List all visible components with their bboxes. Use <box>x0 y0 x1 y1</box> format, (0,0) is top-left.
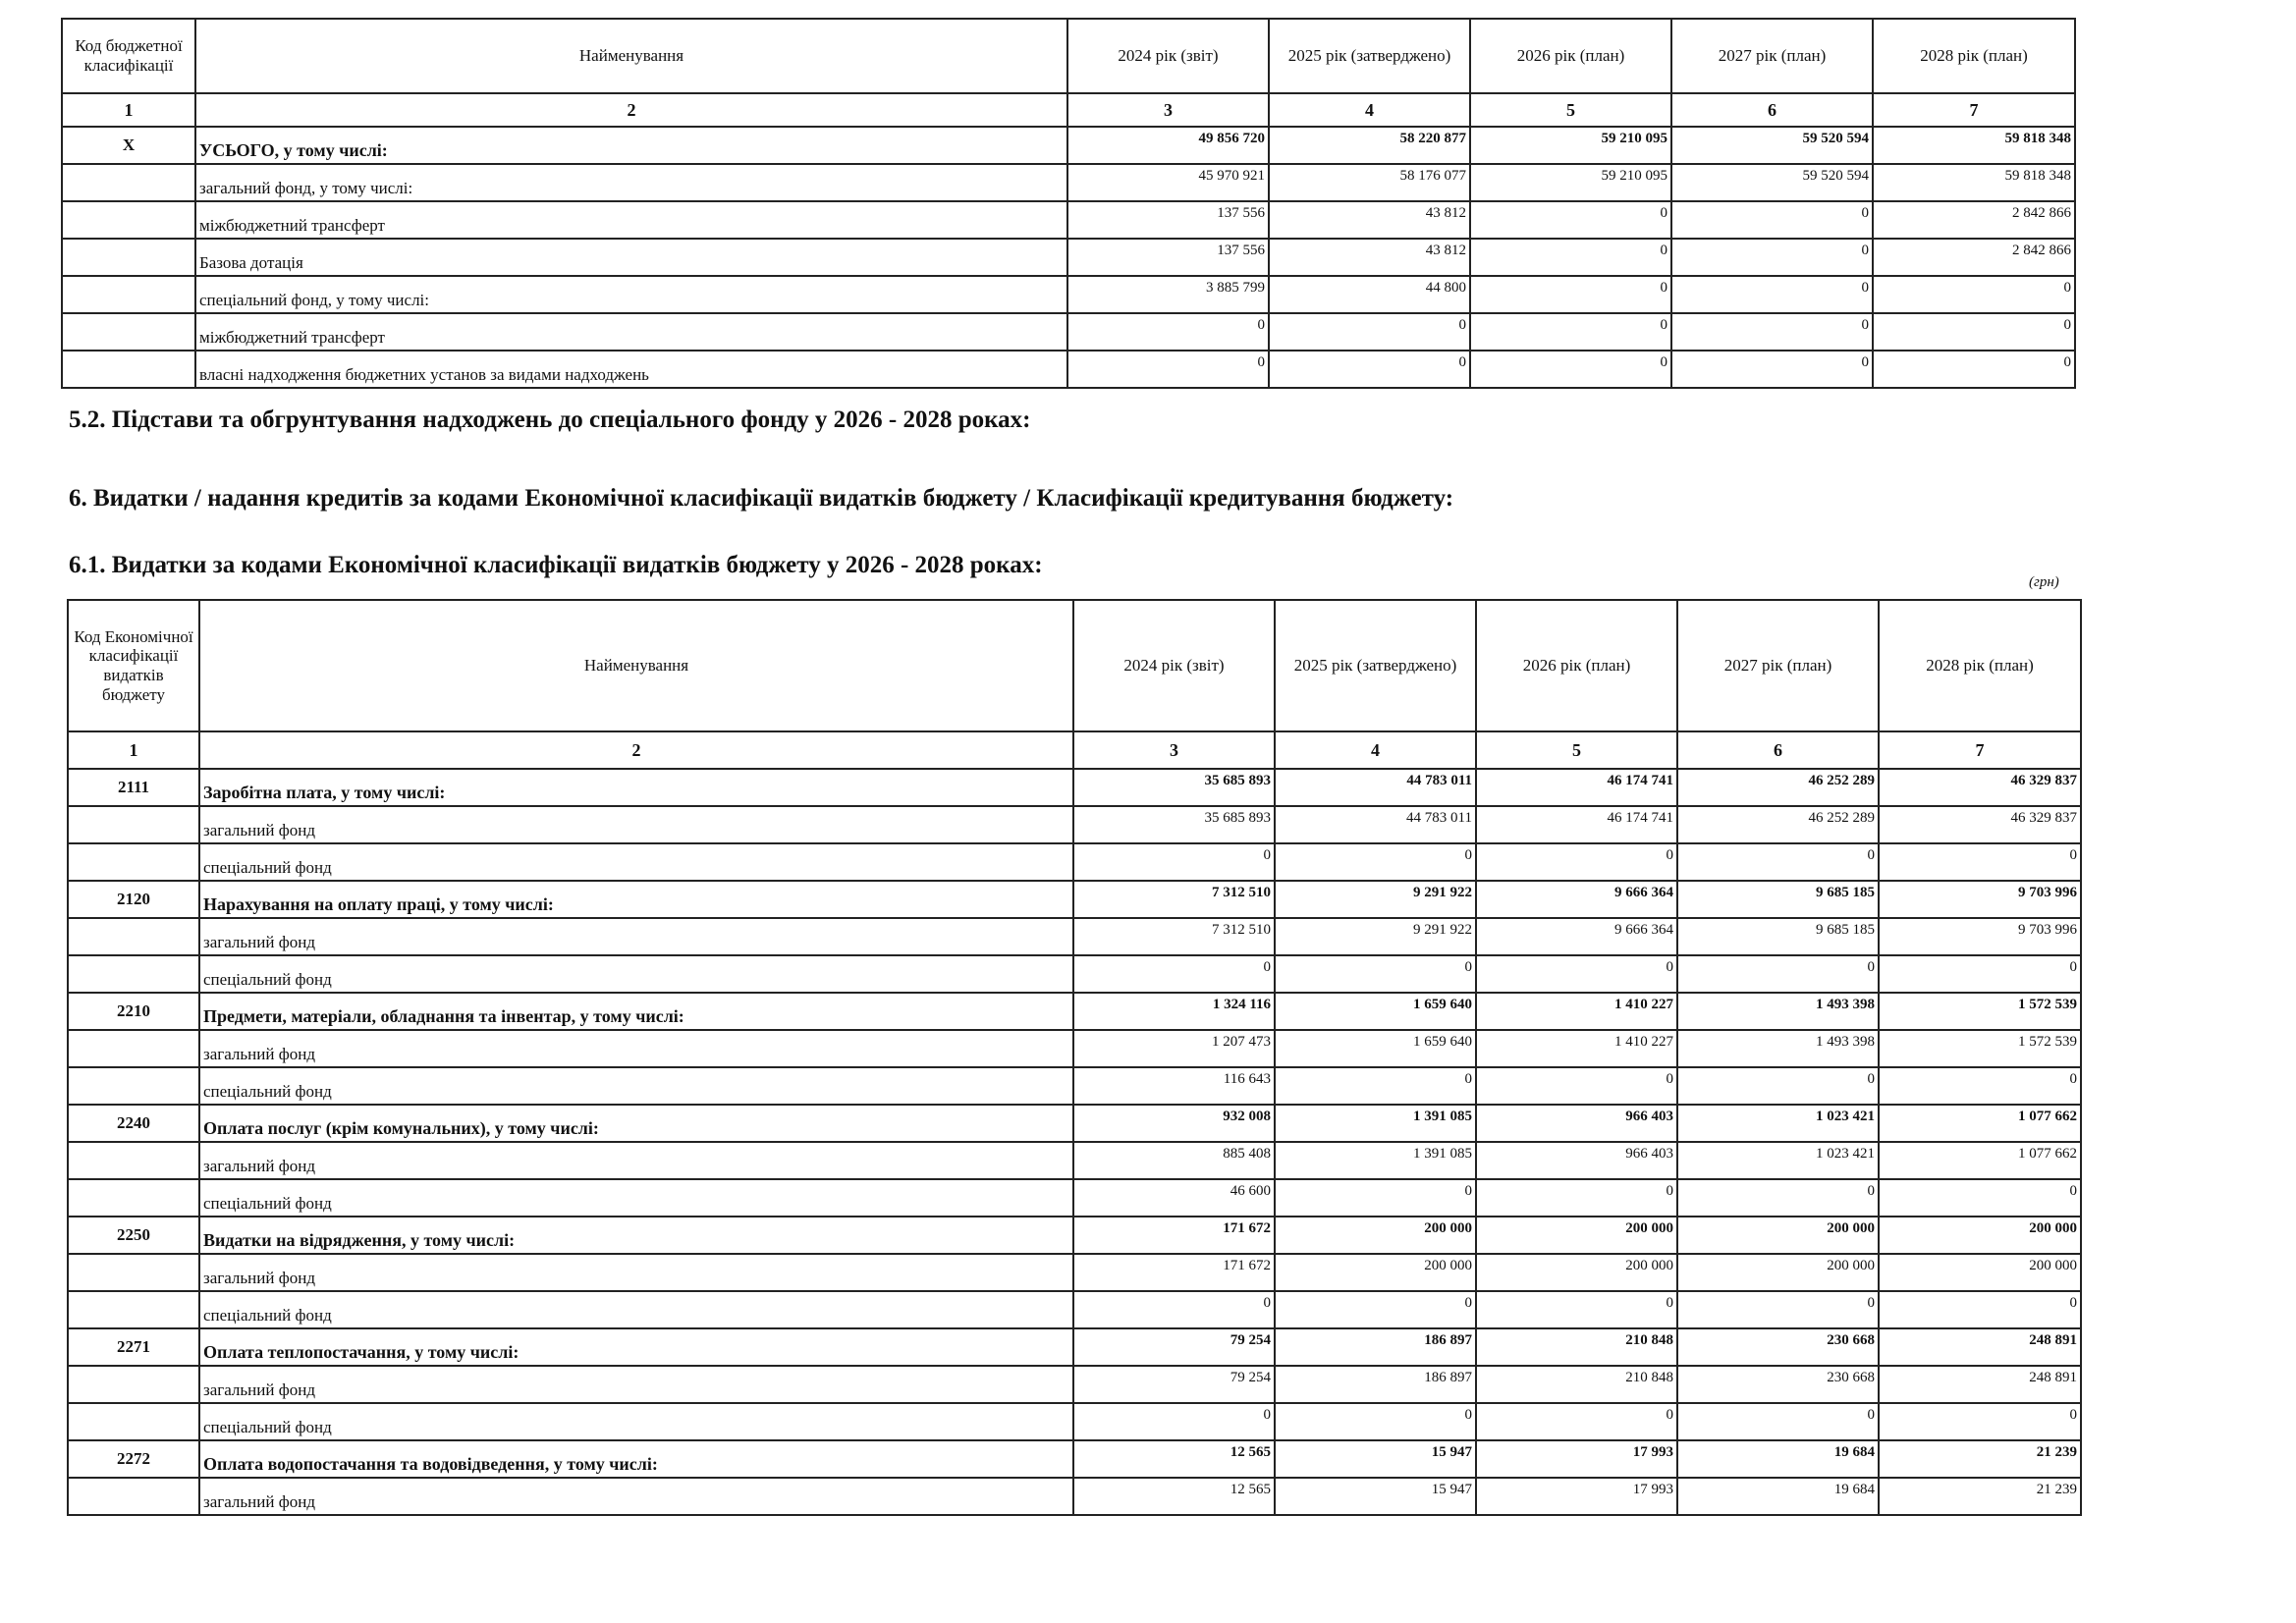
row-code <box>68 806 199 843</box>
column-header: 2027 рік (план) <box>1677 600 1879 731</box>
row-name: УСЬОГО, у тому числі: <box>195 127 1067 164</box>
row-code <box>68 1179 199 1217</box>
row-value: 43 812 <box>1269 201 1470 239</box>
table-row <box>68 1478 2081 1515</box>
row-value: 1 324 116 <box>1073 993 1275 1030</box>
row-code <box>62 276 195 313</box>
column-index: 4 <box>1275 731 1476 769</box>
row-value: 9 703 996 <box>1879 918 2081 955</box>
row-value: 1 077 662 <box>1879 1105 2081 1142</box>
table-row <box>62 201 2075 239</box>
row-value: 19 684 <box>1677 1440 1879 1478</box>
column-index: 7 <box>1879 731 2081 769</box>
row-value: 1 207 473 <box>1073 1030 1275 1067</box>
column-index: 2 <box>195 93 1067 127</box>
row-value: 966 403 <box>1476 1142 1677 1179</box>
row-value: 0 <box>1671 201 1873 239</box>
row-value: 0 <box>1671 313 1873 351</box>
row-value: 0 <box>1677 1291 1879 1328</box>
row-value: 0 <box>1677 1179 1879 1217</box>
row-value: 0 <box>1073 843 1275 881</box>
section-5-2-heading: 5.2. Підстави та обгрунтування надходжень до спеціального фонду у 2026 - 2028 роках: <box>69 406 1031 433</box>
column-index: 6 <box>1671 93 1873 127</box>
column-index: 4 <box>1269 93 1470 127</box>
row-value: 1 391 085 <box>1275 1142 1476 1179</box>
row-value: 0 <box>1879 1179 2081 1217</box>
row-value: 12 565 <box>1073 1440 1275 1478</box>
column-header: 2028 рік (план) <box>1879 600 2081 731</box>
section-6-1-heading: 6.1. Видатки за кодами Економічної класифікації видатків бюджету у 2026 - 2028 роках: <box>69 552 1043 578</box>
row-value: 200 000 <box>1879 1254 2081 1291</box>
column-header: 2026 рік (план) <box>1470 19 1671 93</box>
column-header: Код Економічної класифікації видатків бюджету <box>68 600 199 731</box>
row-code <box>68 843 199 881</box>
table-row <box>68 1067 2081 1105</box>
header-row <box>68 600 2081 731</box>
row-value: 0 <box>1275 843 1476 881</box>
row-value: 0 <box>1275 1403 1476 1440</box>
row-value: 186 897 <box>1275 1328 1476 1366</box>
table-row <box>68 1366 2081 1403</box>
row-value: 9 291 922 <box>1275 918 1476 955</box>
column-header: 2028 рік (план) <box>1873 19 2075 93</box>
row-value: 59 210 095 <box>1470 164 1671 201</box>
row-value: 186 897 <box>1275 1366 1476 1403</box>
row-name: спеціальний фонд <box>199 955 1073 993</box>
section-6-heading: 6. Видатки / надання кредитів за кодами Економічної класифікації видатків бюджету / Класифікації кредитування бюджету: <box>69 485 1454 512</box>
row-name: Оплата теплопостачання, у тому числі: <box>199 1328 1073 1366</box>
row-value: 1 493 398 <box>1677 1030 1879 1067</box>
row-code <box>62 201 195 239</box>
row-code: 2120 <box>68 881 199 918</box>
row-name: міжбюджетний трансферт <box>195 313 1067 351</box>
row-value: 9 703 996 <box>1879 881 2081 918</box>
row-value: 0 <box>1470 276 1671 313</box>
row-value: 46 252 289 <box>1677 806 1879 843</box>
row-value: 46 174 741 <box>1476 769 1677 806</box>
row-value: 200 000 <box>1275 1254 1476 1291</box>
column-header: 2025 рік (затверджено) <box>1269 19 1470 93</box>
row-value: 3 885 799 <box>1067 276 1269 313</box>
row-value: 9 666 364 <box>1476 918 1677 955</box>
row-value: 0 <box>1879 1403 2081 1440</box>
row-value: 0 <box>1677 843 1879 881</box>
row-name: Нарахування на оплату праці, у тому числі: <box>199 881 1073 918</box>
column-index: 1 <box>68 731 199 769</box>
row-code <box>62 164 195 201</box>
row-value: 0 <box>1073 1403 1275 1440</box>
row-code <box>68 955 199 993</box>
row-name: власні надходження бюджетних установ за видами надходжень <box>195 351 1067 388</box>
column-index: 7 <box>1873 93 2075 127</box>
row-name: загальний фонд <box>199 806 1073 843</box>
row-value: 59 818 348 <box>1873 164 2075 201</box>
row-value: 59 210 095 <box>1470 127 1671 164</box>
row-value: 210 848 <box>1476 1366 1677 1403</box>
table-row <box>68 1179 2081 1217</box>
row-value: 0 <box>1677 955 1879 993</box>
column-index: 2 <box>199 731 1073 769</box>
row-value: 932 008 <box>1073 1105 1275 1142</box>
column-index: 5 <box>1476 731 1677 769</box>
row-value: 0 <box>1879 1291 2081 1328</box>
row-value: 0 <box>1275 1067 1476 1105</box>
row-value: 21 239 <box>1879 1440 2081 1478</box>
row-name: Оплата послуг (крім комунальних), у тому числі: <box>199 1105 1073 1142</box>
expenditure-table <box>67 599 2082 1516</box>
table-row <box>62 351 2075 388</box>
row-value: 171 672 <box>1073 1217 1275 1254</box>
row-value: 44 783 011 <box>1275 769 1476 806</box>
row-value: 0 <box>1677 1067 1879 1105</box>
row-code <box>68 1478 199 1515</box>
row-value: 9 685 185 <box>1677 881 1879 918</box>
table-row <box>62 276 2075 313</box>
row-value: 59 818 348 <box>1873 127 2075 164</box>
table-row <box>68 1105 2081 1142</box>
column-index: 3 <box>1067 93 1269 127</box>
table-row <box>62 164 2075 201</box>
table-row <box>68 1217 2081 1254</box>
row-value: 0 <box>1476 1067 1677 1105</box>
row-code <box>68 1403 199 1440</box>
revenue-table <box>61 18 2076 389</box>
row-value: 0 <box>1671 239 1873 276</box>
row-value: 137 556 <box>1067 201 1269 239</box>
row-code: 2250 <box>68 1217 199 1254</box>
row-code <box>68 1030 199 1067</box>
row-value: 0 <box>1873 313 2075 351</box>
row-name: загальний фонд <box>199 918 1073 955</box>
row-value: 12 565 <box>1073 1478 1275 1515</box>
row-value: 59 520 594 <box>1671 127 1873 164</box>
row-value: 1 572 539 <box>1879 993 2081 1030</box>
row-code <box>68 1366 199 1403</box>
row-value: 200 000 <box>1879 1217 2081 1254</box>
column-header: 2027 рік (план) <box>1671 19 1873 93</box>
row-name: міжбюджетний трансферт <box>195 201 1067 239</box>
table-row <box>68 1030 2081 1067</box>
row-value: 200 000 <box>1677 1254 1879 1291</box>
column-index: 6 <box>1677 731 1879 769</box>
row-value: 0 <box>1275 1179 1476 1217</box>
row-value: 17 993 <box>1476 1440 1677 1478</box>
table-row <box>68 769 2081 806</box>
row-value: 0 <box>1073 955 1275 993</box>
row-code <box>68 918 199 955</box>
row-name: загальний фонд, у тому числі: <box>195 164 1067 201</box>
row-value: 46 329 837 <box>1879 806 2081 843</box>
header-row <box>62 19 2075 93</box>
row-value: 35 685 893 <box>1073 769 1275 806</box>
row-value: 0 <box>1470 201 1671 239</box>
row-name: Базова дотація <box>195 239 1067 276</box>
row-value: 44 800 <box>1269 276 1470 313</box>
row-value: 0 <box>1067 313 1269 351</box>
row-value: 43 812 <box>1269 239 1470 276</box>
row-name: спеціальний фонд <box>199 1403 1073 1440</box>
column-header: Найменування <box>199 600 1073 731</box>
table-row <box>68 918 2081 955</box>
row-value: 15 947 <box>1275 1440 1476 1478</box>
column-index: 1 <box>62 93 195 127</box>
column-header: Код бюджетної класифікації <box>62 19 195 93</box>
row-value: 885 408 <box>1073 1142 1275 1179</box>
row-value: 248 891 <box>1879 1328 2081 1366</box>
row-value: 1 077 662 <box>1879 1142 2081 1179</box>
table-row <box>68 1403 2081 1440</box>
row-value: 1 023 421 <box>1677 1142 1879 1179</box>
column-index: 5 <box>1470 93 1671 127</box>
row-value: 0 <box>1275 1291 1476 1328</box>
row-value: 1 659 640 <box>1275 1030 1476 1067</box>
row-value: 0 <box>1476 843 1677 881</box>
row-name: Видатки на відрядження, у тому числі: <box>199 1217 1073 1254</box>
table-row <box>68 993 2081 1030</box>
row-value: 19 684 <box>1677 1478 1879 1515</box>
row-name: загальний фонд <box>199 1030 1073 1067</box>
row-value: 0 <box>1879 843 2081 881</box>
row-value: 2 842 866 <box>1873 201 2075 239</box>
row-value: 210 848 <box>1476 1328 1677 1366</box>
table-row <box>68 1440 2081 1478</box>
row-code <box>68 1142 199 1179</box>
row-value: 0 <box>1873 276 2075 313</box>
row-value: 200 000 <box>1476 1217 1677 1254</box>
row-name: загальний фонд <box>199 1142 1073 1179</box>
row-value: 0 <box>1677 1403 1879 1440</box>
row-value: 1 023 421 <box>1677 1105 1879 1142</box>
column-index-row <box>62 93 2075 127</box>
row-value: 1 493 398 <box>1677 993 1879 1030</box>
row-value: 171 672 <box>1073 1254 1275 1291</box>
row-value: 17 993 <box>1476 1478 1677 1515</box>
row-value: 0 <box>1275 955 1476 993</box>
row-value: 0 <box>1067 351 1269 388</box>
row-name: загальний фонд <box>199 1254 1073 1291</box>
row-value: 0 <box>1879 955 2081 993</box>
column-header: 2026 рік (план) <box>1476 600 1677 731</box>
row-name: Заробітна плата, у тому числі: <box>199 769 1073 806</box>
row-value: 200 000 <box>1275 1217 1476 1254</box>
table-row <box>68 1328 2081 1366</box>
row-value: 0 <box>1470 239 1671 276</box>
row-name: спеціальний фонд <box>199 1067 1073 1105</box>
row-value: 230 668 <box>1677 1328 1879 1366</box>
row-code <box>68 1291 199 1328</box>
row-value: 35 685 893 <box>1073 806 1275 843</box>
row-value: 1 410 227 <box>1476 1030 1677 1067</box>
row-name: загальний фонд <box>199 1366 1073 1403</box>
revenue-table-body <box>62 19 2075 388</box>
row-value: 58 176 077 <box>1269 164 1470 201</box>
row-value: 9 291 922 <box>1275 881 1476 918</box>
row-code: 2240 <box>68 1105 199 1142</box>
expenditure-table-body <box>68 600 2081 1515</box>
row-value: 79 254 <box>1073 1328 1275 1366</box>
row-value: 230 668 <box>1677 1366 1879 1403</box>
row-value: 0 <box>1269 351 1470 388</box>
row-value: 0 <box>1269 313 1470 351</box>
row-value: 966 403 <box>1476 1105 1677 1142</box>
row-value: 0 <box>1671 351 1873 388</box>
row-value: 1 410 227 <box>1476 993 1677 1030</box>
row-value: 0 <box>1476 1179 1677 1217</box>
row-name: Предмети, матеріали, обладнання та інвентар, у тому числі: <box>199 993 1073 1030</box>
row-value: 248 891 <box>1879 1366 2081 1403</box>
row-value: 1 659 640 <box>1275 993 1476 1030</box>
table-row <box>62 313 2075 351</box>
row-value: 1 391 085 <box>1275 1105 1476 1142</box>
table-row <box>68 806 2081 843</box>
row-code <box>62 313 195 351</box>
row-value: 45 970 921 <box>1067 164 1269 201</box>
row-value: 44 783 011 <box>1275 806 1476 843</box>
row-value: 0 <box>1470 313 1671 351</box>
column-header: 2025 рік (затверджено) <box>1275 600 1476 731</box>
row-value: 2 842 866 <box>1873 239 2075 276</box>
row-value: 0 <box>1476 1403 1677 1440</box>
row-value: 0 <box>1879 1067 2081 1105</box>
row-name: Оплата водопостачання та водовідведення, у тому числі: <box>199 1440 1073 1478</box>
row-value: 0 <box>1470 351 1671 388</box>
table-row <box>62 239 2075 276</box>
row-value: 137 556 <box>1067 239 1269 276</box>
table-row <box>68 881 2081 918</box>
row-value: 200 000 <box>1476 1254 1677 1291</box>
table-row <box>68 1254 2081 1291</box>
row-name: загальний фонд <box>199 1478 1073 1515</box>
table-row <box>68 955 2081 993</box>
row-name: спеціальний фонд <box>199 1179 1073 1217</box>
row-name: спеціальний фонд <box>199 843 1073 881</box>
row-value: 0 <box>1873 351 2075 388</box>
row-value: 49 856 720 <box>1067 127 1269 164</box>
row-value: 46 329 837 <box>1879 769 2081 806</box>
row-value: 9 666 364 <box>1476 881 1677 918</box>
row-value: 0 <box>1073 1291 1275 1328</box>
table-row <box>68 843 2081 881</box>
row-value: 58 220 877 <box>1269 127 1470 164</box>
column-index: 3 <box>1073 731 1275 769</box>
row-value: 46 252 289 <box>1677 769 1879 806</box>
row-code <box>62 239 195 276</box>
row-name: спеціальний фонд <box>199 1291 1073 1328</box>
row-name: спеціальний фонд, у тому числі: <box>195 276 1067 313</box>
row-code: 2210 <box>68 993 199 1030</box>
row-code <box>62 351 195 388</box>
row-value: 0 <box>1476 1291 1677 1328</box>
row-code: 2272 <box>68 1440 199 1478</box>
table-row <box>62 127 2075 164</box>
currency-unit-label: (грн) <box>2029 574 2059 590</box>
row-value: 7 312 510 <box>1073 918 1275 955</box>
column-header: 2024 рік (звіт) <box>1073 600 1275 731</box>
row-value: 0 <box>1476 955 1677 993</box>
row-code <box>68 1254 199 1291</box>
table-row <box>68 1142 2081 1179</box>
row-value: 1 572 539 <box>1879 1030 2081 1067</box>
row-code: 2271 <box>68 1328 199 1366</box>
row-value: 116 643 <box>1073 1067 1275 1105</box>
row-value: 46 600 <box>1073 1179 1275 1217</box>
row-value: 15 947 <box>1275 1478 1476 1515</box>
row-code: Х <box>62 127 195 164</box>
column-header: Найменування <box>195 19 1067 93</box>
row-value: 200 000 <box>1677 1217 1879 1254</box>
row-value: 59 520 594 <box>1671 164 1873 201</box>
row-value: 79 254 <box>1073 1366 1275 1403</box>
row-value: 9 685 185 <box>1677 918 1879 955</box>
row-value: 46 174 741 <box>1476 806 1677 843</box>
row-value: 7 312 510 <box>1073 881 1275 918</box>
table-row <box>68 1291 2081 1328</box>
row-value: 0 <box>1671 276 1873 313</box>
row-value: 21 239 <box>1879 1478 2081 1515</box>
row-code <box>68 1067 199 1105</box>
column-header: 2024 рік (звіт) <box>1067 19 1269 93</box>
row-code: 2111 <box>68 769 199 806</box>
column-index-row <box>68 731 2081 769</box>
